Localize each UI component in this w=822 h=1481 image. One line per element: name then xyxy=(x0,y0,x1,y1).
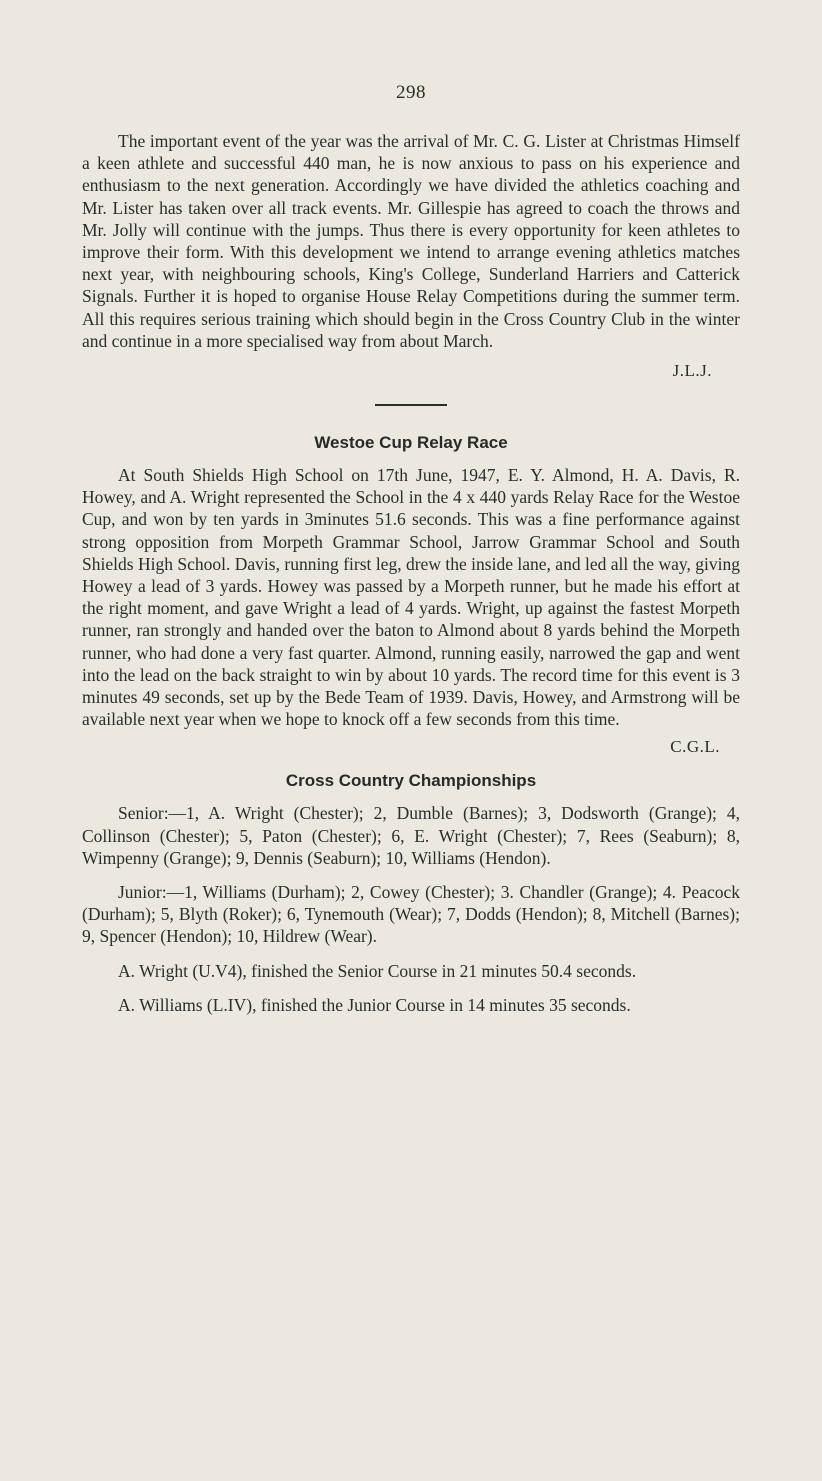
intro-signature: J.L.J. xyxy=(672,361,712,381)
senior-course-time: A. Wright (U.V4), finished the Senior Course in 21 minutes 50.4 seconds. xyxy=(118,960,637,981)
junior-results-paragraph: Junior:—1, Williams (Durham); 2, Cowey (Chester); 3. Chandler (Grange); 4. Peacock (Durham); 5, Blyth (Roker); 6, Tynemouth (Wear); 7, Dodds (Hendon); 8, Mitchell (Barnes); 9, Spencer (Hendon); 10, Hildrew (Wear). xyxy=(82,882,740,947)
intro-paragraph: The important event of the year was the arrival of Mr. C. G. Lister at Christmas Himself a keen athlete and successful 440 man, he is now anxious to pass on his experience and enthusiasm to the next generation. Accordingly we have divided the athletics coaching and Mr. Lister has taken over all track events. Mr. Gillespie has agreed to coach the throws and Mr. Jolly will continue with the jumps. Thus there is every opportunity for keen athletes to improve their form. With this development we intend to arrange evening athletics matches next year, with neighbouring schools, King's College, Sunderland Harriers and Catterick Signals. Further it is hoped to organise House Relay Competitions during the summer term. All this requires serious training which should begin in the Cross Country Club in the winter and continue in a more specialised way from about March. xyxy=(82,131,740,351)
relay-race-signature: C.G.L. xyxy=(670,737,720,757)
page-number: 298 xyxy=(396,82,426,103)
cross-country-heading: Cross Country Championships xyxy=(285,771,537,791)
relay-race-heading: Westoe Cup Relay Race xyxy=(314,433,508,453)
senior-results-paragraph: Senior:—1, A. Wright (Chester); 2, Dumble (Barnes); 3, Dodsworth (Grange); 4, Collinson (Chester); 5, Paton (Chester); 6, E. Wright (Chester); 7, Rees (Seaburn); 8, Wimpenny (Grange); 9, Dennis (Seaburn); 10, Williams (Hendon). xyxy=(82,803,740,868)
relay-race-paragraph: At South Shields High School on 17th June, 1947, E. Y. Almond, H. A. Davis, R. Howey, and A. Wright represented the School in the 4 x 440 yards Relay Race for the Westoe Cup, and won by ten yards in 3minutes 51.6 seconds. This was a fine performance against strong opposition from Morpeth Grammar School, Jarrow Grammar School and South Shields High School. Davis, running first leg, drew the inside lane, and led all the way, giving Howey a lead of 3 yards. Howey was passed by a Morpeth runner, but he made his effort at the right moment, and gave Wright a lead of 4 yards. Wright, up against the fastest Morpeth runner, ran strongly and handed over the baton to Almond about 8 yards behind the Morpeth runner, who had done a very fast quarter. Almond, running easily, narrowed the gap and went into the lead on the back straight to win by about 10 yards. The record time for this event is 3 minutes 49 seconds, set up by the Bede Team of 1939. Davis, Howey, and Armstrong will be available next year when we hope to knock off a few seconds from this time. xyxy=(82,465,740,730)
text-column xyxy=(82,130,740,1016)
junior-course-time: A. Williams (L.IV), finished the Junior Course in 14 minutes 35 seconds. xyxy=(118,994,631,1015)
section-divider xyxy=(375,404,447,406)
